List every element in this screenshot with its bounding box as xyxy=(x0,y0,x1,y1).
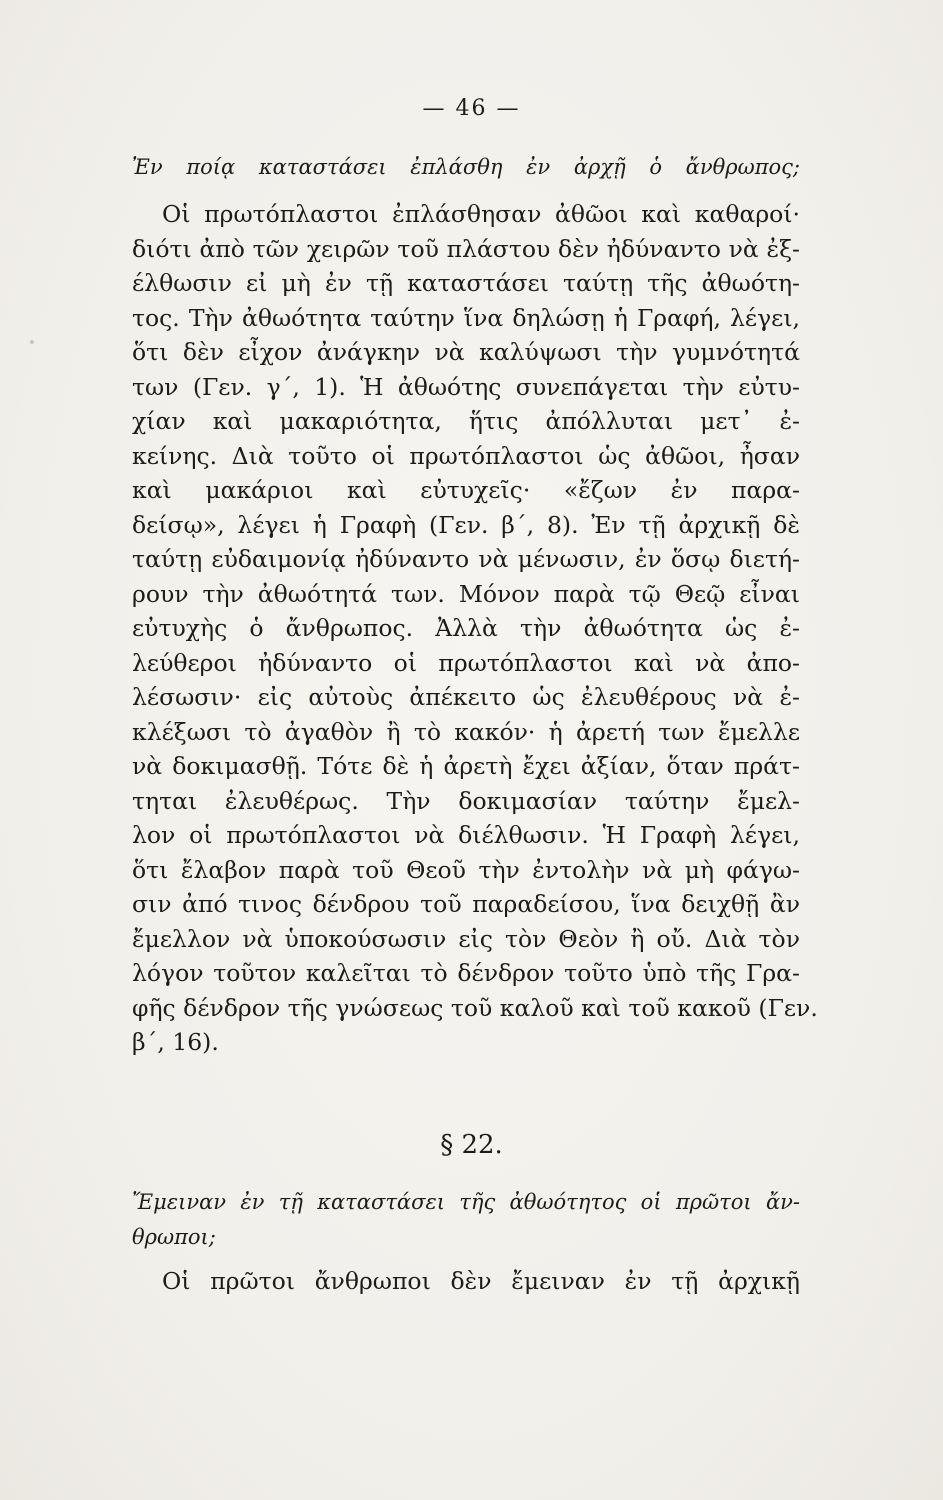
question-line: θρωποι; xyxy=(132,1224,216,1249)
answer-line: φῆς δένδρον τῆς γνώσεως τοῦ καλοῦ καὶ τοῦ κακοῦ (Γεν. xyxy=(132,993,818,1022)
page-number: — 46 — xyxy=(422,96,521,121)
answer-line: β΄, 16). xyxy=(132,1028,219,1056)
answer-block-2 xyxy=(132,1264,800,1299)
answer-line: Οἱ πρωτόπλαστοι ἐπλάσθησαν ἀθῶοι καὶ καθαροί· xyxy=(162,200,800,228)
answer-line: τηται ἐλευθέρως. Τὴν δοκιμασίαν ταύτην ἔμελ- xyxy=(132,786,800,815)
answer-line: των (Γεν. γ΄, 1). Ἡ ἀθωότης συνεπάγεται τὴν εὐτυ- xyxy=(132,372,800,401)
answer-line: ὅτι ἔλαβον παρὰ τοῦ Θεοῦ τὴν ἐντολὴν νὰ μὴ φάγω- xyxy=(132,855,800,884)
answer-line: νὰ δοκιμασθῇ. Τότε δὲ ἡ ἀρετὴ ἔχει ἀξίαν, ὅταν πράτ- xyxy=(132,752,800,780)
answer-line: κλέξωσι τὸ ἀγαθὸν ἢ τὸ κακόν· ἡ ἀρετή των ἔμελλε xyxy=(132,717,800,746)
answer-line: Οἱ πρῶτοι ἄνθρωποι δὲν ἔμειναν ἐν τῇ ἀρχικῇ xyxy=(162,1267,800,1295)
answer-line: καὶ μακάριοι καὶ εὐτυχεῖς· «ἔζων ἐν παρα- xyxy=(132,476,800,504)
question-block-1 xyxy=(132,150,800,185)
question-block-2 xyxy=(132,1185,800,1254)
answer-line: ρουν τὴν ἀθωότητά των. Μόνον παρὰ τῷ Θεῷ εἶναι xyxy=(132,579,800,608)
answer-line: διότι ἀπὸ τῶν χειρῶν τοῦ πλάστου δὲν ἠδύναντο νὰ ἐξ- xyxy=(132,234,800,263)
paper-speck xyxy=(30,340,34,344)
answer-block-1 xyxy=(132,197,818,1060)
answer-line: λον οἱ πρωτόπλαστοι νὰ διέλθωσιν. Ἡ Γραφὴ λέγει, xyxy=(132,821,800,849)
answer-line: χίαν καὶ μακαριότητα, ἥτις ἀπόλλυται μετ᾽ ἐ- xyxy=(132,407,800,435)
answer-line: εὐτυχὴς ὁ ἄνθρωπος. Ἀλλὰ τὴν ἀθωότητα ὡς ἐ- xyxy=(132,614,800,642)
answer-line: λέσωσιν· εἰς αὐτοὺς ἀπέκειτο ὡς ἐλευθέρους νὰ ἐ- xyxy=(132,683,800,711)
answer-line: ταύτῃ εὐδαιμονίᾳ ἠδύναντο νὰ μένωσιν, ἐν ὅσῳ διετή- xyxy=(132,545,800,573)
answer-line: ὅτι δὲν εἶχον ἀνάγκην νὰ καλύψωσι τὴν γυμνότητά xyxy=(132,338,800,366)
answer-line: έλθωσιν εἰ μὴ ἐν τῇ καταστάσει ταύτῃ τῆς ἀθωότη- xyxy=(132,269,800,297)
question-line: Ἔμειναν ἐν τῇ καταστάσει τῆς ἀθωότητος οἱ πρῶτοι ἄν- xyxy=(132,1190,800,1214)
answer-line: λόγον τοῦτον καλεῖται τὸ δένδρον τοῦτο ὑπὸ τῆς Γρα- xyxy=(132,959,800,987)
answer-line: λεύθεροι ἠδύναντο οἱ πρωτόπλαστοι καὶ νὰ ἀπο- xyxy=(132,648,800,677)
section-heading: § 22. xyxy=(440,1130,503,1160)
answer-line: σιν ἀπό τινος δένδρου τοῦ παραδείσου, ἵνα δειχθῇ ἂν xyxy=(132,890,800,918)
answer-line: ἔμελλον νὰ ὑποκούσωσιν εἰς τὸν Θεὸν ἢ οὔ. Διὰ τὸν xyxy=(132,924,800,953)
answer-line: κείνης. Διὰ τοῦτο οἱ πρωτόπλαστοι ὡς ἀθῶοι, ἦσαν xyxy=(132,441,800,470)
answer-line: τος. Τὴν ἀθωότητα ταύτην ἵνα δηλώσῃ ἡ Γραφή, λέγει, xyxy=(132,303,800,332)
question-line: Ἐν ποίᾳ καταστάσει ἐπλάσθη ἐν ἀρχῇ ὁ ἄνθρωπος; xyxy=(132,155,800,179)
answer-line: δείσῳ», λέγει ἡ Γραφὴ (Γεν. β΄, 8). Ἐν τῇ ἀρχικῇ δὲ xyxy=(132,510,800,539)
